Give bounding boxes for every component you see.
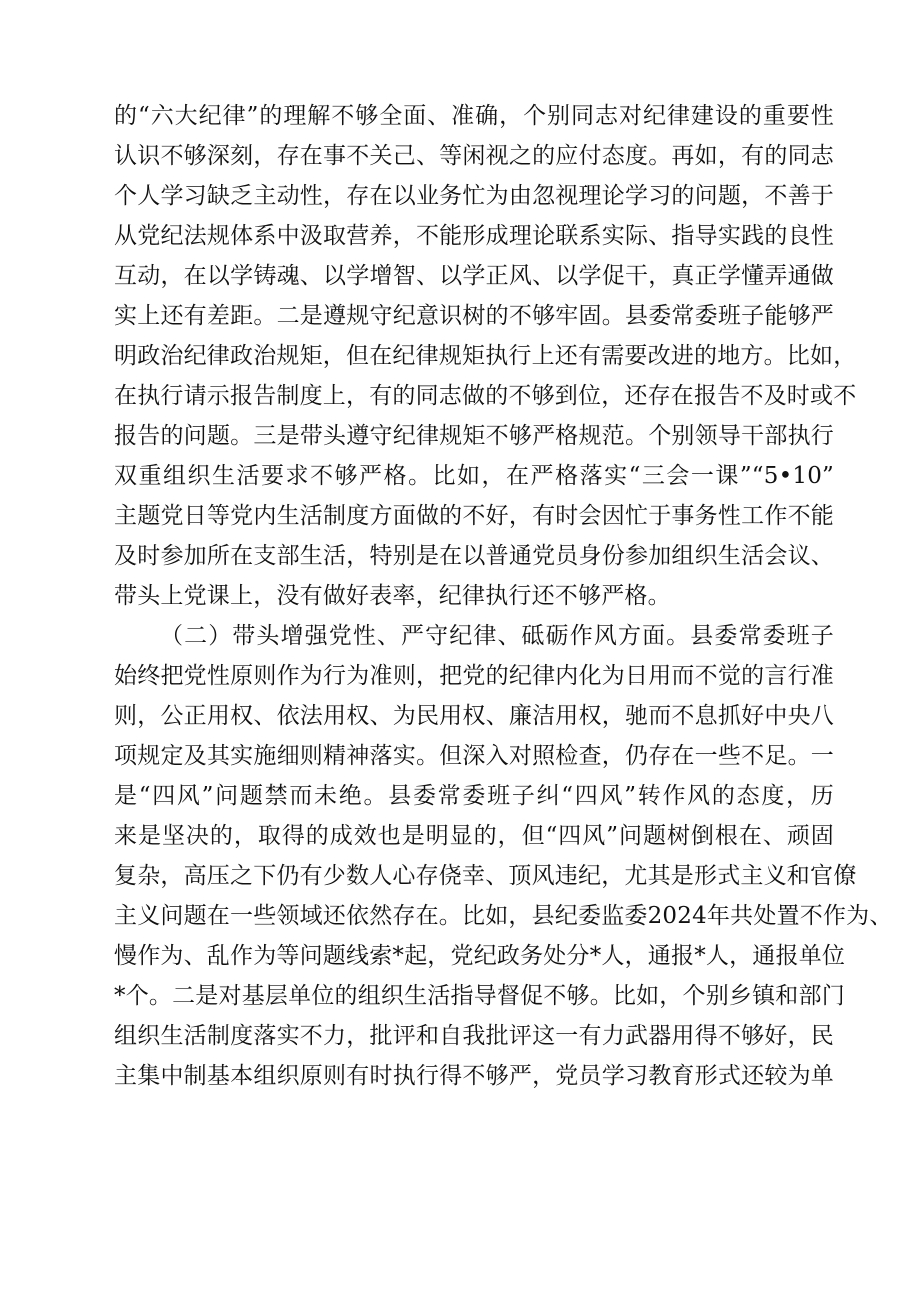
text-line: 来是坚决的，取得的成效也是明显的，但“四风”问题树倒根在、顽固 bbox=[114, 823, 834, 849]
text-line: 互动，在以学铸魂、以学增智、以学正风、以学促干，真正学懂弄通做 bbox=[114, 263, 834, 289]
text-line: 实上还有差距。二是遵规守纪意识树的不够牢固。县委常委班子能够严 bbox=[114, 303, 834, 329]
text-line: 主题党日等党内生活制度方面做的不好，有时会因忙于事务性工作不能 bbox=[114, 503, 834, 529]
text-line: 认识不够深刻，存在事不关己、等闲视之的应付态度。再如，有的同志 bbox=[114, 143, 834, 169]
text-line: 项规定及其实施细则精神落实。但深入对照检查，仍存在一些不足。一 bbox=[114, 743, 834, 769]
text-line: 在执行请示报告制度上，有的同志做的不够到位，还存在报告不及时或不 bbox=[114, 383, 857, 409]
text-line: 则，公正用权、依法用权、为民用权、廉洁用权，驰而不息抓好中央八 bbox=[114, 703, 834, 729]
text-line: 慢作为、乱作为等问题线索*起，党纪政务处分*人，通报*人，通报单位 bbox=[114, 943, 846, 969]
text-line: 主义问题在一些领域还依然存在。比如，县纪委监委2024年共处置不作为、 bbox=[114, 903, 893, 929]
text-line: 始终把党性原则作为行为准则，把党的纪律内化为日用而不觉的言行准 bbox=[114, 663, 834, 689]
text-line: 是“四风”问题禁而未绝。县委常委班子纠“四风”转作风的态度，历 bbox=[114, 783, 834, 809]
text-line: 带头上党课上，没有做好表率，纪律执行还不够严格。 bbox=[114, 583, 671, 609]
text-line: 双重组织生活要求不够严格。比如，在严格落实“三会一课”“5•10” bbox=[114, 463, 834, 489]
text-line: 报告的问题。三是带头遵守纪律规矩不够严格规范。个别领导干部执行 bbox=[114, 423, 834, 449]
text-line: 的“六大纪律”的理解不够全面、准确，个别同志对纪律建设的重要性 bbox=[114, 103, 834, 129]
text-line: 明政治纪律政治规矩，但在纪律规矩执行上还有需要改进的地方。比如， bbox=[114, 343, 857, 369]
text-line: 组织生活制度落实不力，批评和自我批评这一有力武器用得不够好，民 bbox=[114, 1023, 834, 1049]
section-heading-line: （二）带头增强党性、严守纪律、砥砺作风方面。县委常委班子 bbox=[160, 623, 834, 649]
text-line: 主集中制基本组织原则有时执行得不够严，党员学习教育形式还较为单 bbox=[114, 1063, 834, 1089]
text-line: 复杂，高压之下仍有少数人心存侥幸、顶风违纪，尤其是形式主义和官僚 bbox=[114, 863, 857, 889]
text-line: 及时参加所在支部生活，特别是在以普通党员身份参加组织生活会议、 bbox=[114, 543, 834, 569]
text-line: 个人学习缺乏主动性，存在以业务忙为由忽视理论学习的问题，不善于 bbox=[114, 183, 834, 209]
text-line: 从党纪法规体系中汲取营养，不能形成理论联系实际、指导实践的良性 bbox=[114, 223, 834, 249]
document-body bbox=[114, 96, 893, 1096]
text-line: *个。二是对基层单位的组织生活指导督促不够。比如，个别乡镇和部门 bbox=[114, 983, 845, 1009]
